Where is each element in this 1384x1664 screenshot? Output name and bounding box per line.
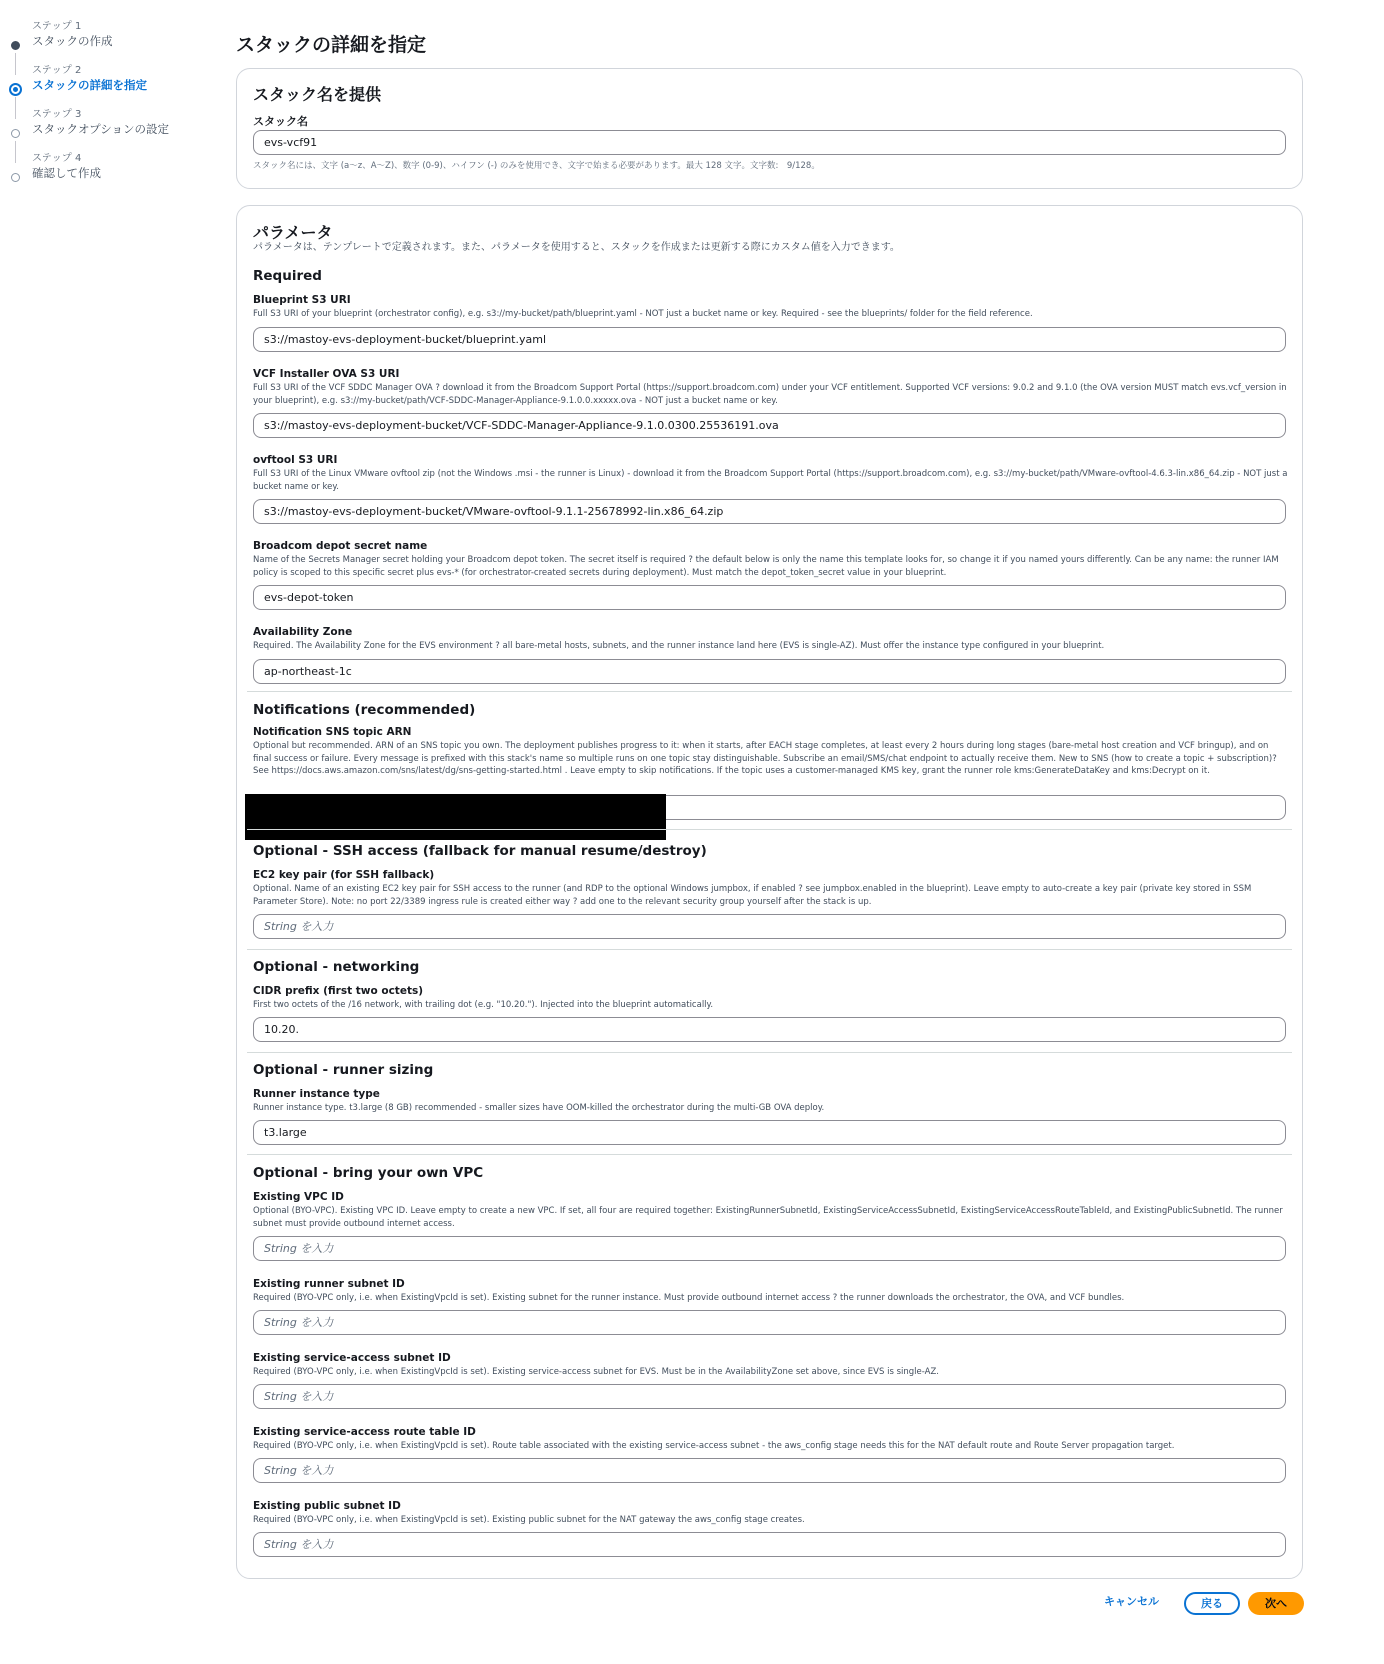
depot-input[interactable]: evs-depot-token bbox=[253, 585, 1286, 610]
runner-type-label: Runner instance type bbox=[253, 1088, 380, 1100]
step-complete-dot-icon bbox=[11, 41, 20, 50]
step-name: スタックオプションの設定 bbox=[32, 122, 169, 136]
stack-name-panel bbox=[236, 68, 1303, 189]
vpc-id-label: Existing VPC ID bbox=[253, 1191, 344, 1203]
section-vpc: Optional - bring your own VPC bbox=[253, 1165, 484, 1181]
step-3 bbox=[10, 108, 220, 152]
section-required: Required bbox=[253, 268, 322, 284]
section-ssh: Optional - SSH access (fallback for manual resume/destroy) bbox=[253, 843, 707, 859]
wizard-steps bbox=[10, 20, 220, 196]
divider bbox=[247, 1154, 1292, 1155]
sa-rtb-input[interactable]: String を入力 bbox=[253, 1458, 1286, 1483]
vpc-id-input[interactable]: String を入力 bbox=[253, 1236, 1286, 1261]
step-1[interactable] bbox=[10, 20, 220, 64]
step-name: スタックの詳細を指定 bbox=[32, 78, 147, 92]
step-name: スタックの作成 bbox=[32, 34, 113, 48]
cidr-input[interactable]: 10.20. bbox=[253, 1017, 1286, 1042]
ova-desc: Full S3 URI of the VCF SDDC Manager OVA ? download it from the Broadcom Support Portal (https://support.broadcom.com) under your VCF entitlement. Supported VCF versions: 9.0.2 and 9.1.0 (the OVA version MUST match evs.vcf_version in your blueprint), e.g. s3://my-bucket/path/VCF-SDDC-Manager-Appliance-9.1.0.0.xxxxx.ova - NOT just a bucket name or key. bbox=[253, 383, 1287, 406]
runner-type-input[interactable]: t3.large bbox=[253, 1120, 1286, 1145]
cancel-button[interactable]: キャンセル bbox=[1104, 1595, 1159, 1608]
az-desc: Required. The Availability Zone for the EVS environment ? all bare-metal hosts, subnets, and the runner instance land here (EVS is single-AZ). Must offer the instance type configured in your blueprint. bbox=[253, 641, 1105, 651]
public-subnet-input[interactable]: String を入力 bbox=[253, 1532, 1286, 1557]
sa-subnet-input[interactable]: String を入力 bbox=[253, 1384, 1286, 1409]
ovftool-desc: Full S3 URI of the Linux VMware ovftool zip (not the Windows .msi - the runner is Linux) - download it from the Broadcom Support Portal (https://support.broadcom.com), e.g. s3://my-bucket/path/VMware-ovftool-4.6.3-lin.x86_64.zip - NOT just a bucket name or key. bbox=[253, 469, 1288, 492]
step-number: ステップ 1 bbox=[32, 21, 82, 32]
ovftool-label: ovftool S3 URI bbox=[253, 454, 338, 466]
blueprint-input[interactable]: s3://mastoy-evs-deployment-bucket/blueprint.yaml bbox=[253, 327, 1286, 352]
az-input[interactable]: ap-northeast-1c bbox=[253, 659, 1286, 684]
blueprint-desc: Full S3 URI of your blueprint (orchestrator config), e.g. s3://my-bucket/path/blueprint.yaml - NOT just a bucket name or key. Required - see the blueprints/ folder for the field reference. bbox=[253, 309, 1033, 319]
step-4 bbox=[10, 152, 220, 196]
parameters-panel-description: パラメータは、テンプレートで定義されます。また、パラメータを使用すると、スタックを作成または更新する際にカスタム値を入力できます。 bbox=[253, 242, 900, 253]
step-number: ステップ 4 bbox=[32, 153, 82, 164]
ovftool-input[interactable]: s3://mastoy-evs-deployment-bucket/VMware-ovftool-9.1.1-25678992-lin.x86_64.zip bbox=[253, 499, 1286, 524]
redaction-block bbox=[245, 794, 666, 840]
public-subnet-desc: Required (BYO-VPC only, i.e. when ExistingVpcId is set). Existing public subnet for the NAT gateway the aws_config stage creates. bbox=[253, 1515, 805, 1525]
depot-label: Broadcom depot secret name bbox=[253, 540, 428, 552]
cidr-desc: First two octets of the /16 network, with trailing dot (e.g. "10.20."). Injected into the blueprint automatically. bbox=[253, 1000, 714, 1010]
section-notifications: Notifications (recommended) bbox=[253, 702, 476, 718]
sa-subnet-label: Existing service-access subnet ID bbox=[253, 1352, 451, 1364]
section-networking: Optional - networking bbox=[253, 959, 420, 975]
step-2[interactable] bbox=[10, 64, 220, 108]
sa-rtb-label: Existing service-access route table ID bbox=[253, 1426, 476, 1438]
stack-name-input[interactable]: evs-vcf91 bbox=[253, 130, 1286, 155]
divider bbox=[247, 829, 1292, 830]
sa-subnet-desc: Required (BYO-VPC only, i.e. when ExistingVpcId is set). Existing service-access subnet for EVS. Must be in the AvailabilityZone set above, since EVS is single-AZ. bbox=[253, 1367, 939, 1377]
sns-desc: Optional but recommended. ARN of an SNS topic you own. The deployment publishes progress to it: when it starts, after EACH stage completes, at least every 2 hours during long stages (bare-metal host creation and VCF bringup), and on final success or failure. Every message is prefixed with this stack's name so multiple runs on one topic stay distinguishable. Subscribe an email/SMS/chat endpoint to actually receive them. New to SNS (how to create a topic + subscription)? See https://docs.aws.amazon.com/sns/latest/dg/sns-getting-started.html . Leave empty to skip notifications. If the topic uses a customer-managed KMS key, grant the runner role kms:GenerateDataKey and kms:Decrypt on it. bbox=[253, 741, 1277, 776]
step-number: ステップ 2 bbox=[32, 65, 82, 76]
stack-name-label: スタック名 bbox=[253, 115, 308, 128]
public-subnet-label: Existing public subnet ID bbox=[253, 1500, 401, 1512]
ova-label: VCF Installer OVA S3 URI bbox=[253, 368, 400, 380]
vpc-id-desc: Optional (BYO-VPC). Existing VPC ID. Leave empty to create a new VPC. If set, all four are required together: ExistingRunnerSubnetId, ExistingServiceAccessSubnetId, ExistingServiceAccessRouteTableId, and ExistingPublicSubnetId. The runner subnet must provide outbound internet access. bbox=[253, 1206, 1283, 1229]
keypair-label: EC2 key pair (for SSH fallback) bbox=[253, 869, 435, 881]
step-number: ステップ 3 bbox=[32, 109, 82, 120]
depot-desc: Name of the Secrets Manager secret holding your Broadcom depot token. The secret itself is required ? the default below is only the name this template looks for, so change it if you named yours differently. Can be any name: the runner IAM policy is scoped to this specific secret plus evs-* (for orchestrator-created secrets during deployment). Must match the depot_token_secret value in your blueprint. bbox=[253, 555, 1279, 578]
runner-subnet-desc: Required (BYO-VPC only, i.e. when ExistingVpcId is set). Existing subnet for the runner instance. Must provide outbound internet access ? the runner downloads the orchestrator, the OVA, and VCF bundles. bbox=[253, 1293, 1125, 1303]
step-current-dot-icon bbox=[9, 83, 22, 96]
az-label: Availability Zone bbox=[253, 626, 353, 638]
divider bbox=[247, 691, 1292, 692]
stack-name-panel-title: スタック名を提供 bbox=[253, 85, 382, 104]
parameters-panel-title: パラメータ bbox=[253, 223, 333, 242]
divider bbox=[247, 949, 1292, 950]
cidr-label: CIDR prefix (first two octets) bbox=[253, 985, 424, 997]
runner-subnet-label: Existing runner subnet ID bbox=[253, 1278, 405, 1290]
sns-label: Notification SNS topic ARN bbox=[253, 726, 412, 738]
page-title: スタックの詳細を指定 bbox=[236, 34, 427, 56]
step-name: 確認して作成 bbox=[32, 166, 101, 180]
divider bbox=[247, 1052, 1292, 1053]
stack-name-hint: スタック名には、文字 (a～z、A～Z)、数字 (0-9)、ハイフン (-) のみを使用でき、文字で始まる必要があります。最大 128 文字。文字数: 9/128。 bbox=[253, 161, 820, 171]
keypair-desc: Optional. Name of an existing EC2 key pair for SSH access to the runner (and RDP to the optional Windows jumpbox, if enabled ? see jumpbox.enabled in the blueprint). Leave empty to auto-create a key pair (private key stored in SSM Parameter Store). Note: no port 22/3389 ingress rule is created either way ? add one to the relevant security group yourself after the stack is up. bbox=[253, 884, 1252, 907]
runner-type-desc: Runner instance type. t3.large (8 GB) recommended - smaller sizes have OOM-killed the orchestrator during the multi-GB OVA deploy. bbox=[253, 1103, 825, 1113]
sa-rtb-desc: Required (BYO-VPC only, i.e. when ExistingVpcId is set). Route table associated with the existing service-access subnet - the aws_config stage needs this for the NAT default route and Route Server propagation target. bbox=[253, 1441, 1175, 1451]
next-button[interactable]: 次へ bbox=[1248, 1592, 1304, 1615]
step-pending-dot-icon bbox=[11, 173, 20, 182]
parameters-panel bbox=[236, 205, 1303, 1579]
runner-subnet-input[interactable]: String を入力 bbox=[253, 1310, 1286, 1335]
blueprint-label: Blueprint S3 URI bbox=[253, 294, 351, 306]
back-button[interactable]: 戻る bbox=[1184, 1592, 1240, 1615]
keypair-input[interactable]: String を入力 bbox=[253, 914, 1286, 939]
ova-input[interactable]: s3://mastoy-evs-deployment-bucket/VCF-SDDC-Manager-Appliance-9.1.0.0300.25536191.ova bbox=[253, 413, 1286, 438]
step-pending-dot-icon bbox=[11, 129, 20, 138]
section-runner: Optional - runner sizing bbox=[253, 1062, 434, 1078]
